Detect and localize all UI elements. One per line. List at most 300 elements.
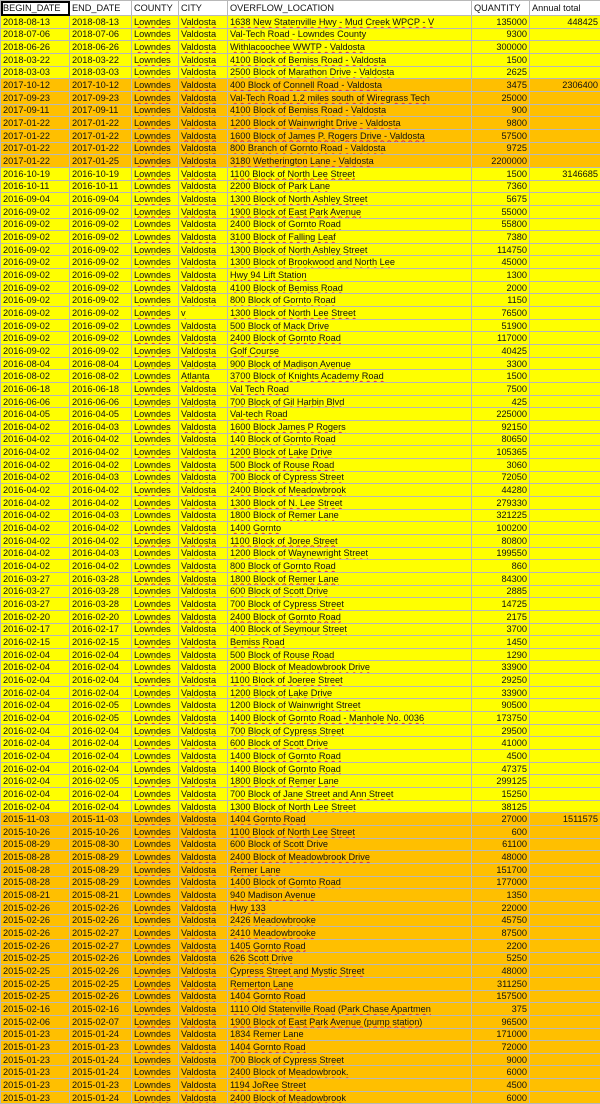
overflow-location-cell[interactable]: 1100 Block of North Lee Street: [228, 167, 472, 180]
begin-date-cell[interactable]: 2016-02-04: [1, 800, 70, 813]
annual-total-cell[interactable]: [530, 699, 600, 712]
end-date-cell[interactable]: 2015-01-24: [70, 1091, 132, 1104]
city-cell[interactable]: Valdosta: [179, 66, 228, 79]
end-date-cell[interactable]: 2016-09-02: [70, 294, 132, 307]
city-cell[interactable]: Valdosta: [179, 16, 228, 29]
annual-total-cell[interactable]: [530, 408, 600, 421]
begin-date-cell[interactable]: 2016-09-02: [1, 294, 70, 307]
overflow-location-cell[interactable]: 1404 Gornto Road: [228, 990, 472, 1003]
overflow-location-cell[interactable]: Cypress Street and Mystic Street: [228, 965, 472, 978]
begin-date-cell[interactable]: 2016-09-02: [1, 332, 70, 345]
quantity-cell[interactable]: 9000: [472, 1053, 530, 1066]
annual-total-cell[interactable]: [530, 661, 600, 674]
end-date-cell[interactable]: 2018-03-22: [70, 53, 132, 66]
begin-date-cell[interactable]: 2016-08-04: [1, 357, 70, 370]
begin-date-cell[interactable]: 2016-06-18: [1, 383, 70, 396]
begin-date-cell[interactable]: 2016-04-02: [1, 421, 70, 434]
annual-total-cell[interactable]: [530, 142, 600, 155]
city-cell[interactable]: Valdosta: [179, 142, 228, 155]
overflow-location-cell[interactable]: Val Tech Road: [228, 383, 472, 396]
end-date-cell[interactable]: 2016-02-04: [70, 686, 132, 699]
city-cell[interactable]: Valdosta: [179, 851, 228, 864]
city-cell[interactable]: Valdosta: [179, 383, 228, 396]
overflow-location-cell[interactable]: 500 Block of Rouse Road: [228, 458, 472, 471]
end-date-cell[interactable]: 2016-02-04: [70, 661, 132, 674]
county-cell[interactable]: Lowndes: [132, 800, 179, 813]
end-date-cell[interactable]: 2015-11-03: [70, 813, 132, 826]
overflow-location-cell[interactable]: 1200 Block of Wainwright Drive - Valdosta: [228, 117, 472, 130]
city-cell[interactable]: Valdosta: [179, 395, 228, 408]
city-cell[interactable]: Valdosta: [179, 1066, 228, 1079]
overflow-location-cell[interactable]: 1638 New Statenville Hwy - Mud Creek WPCP - V: [228, 16, 472, 29]
quantity-cell[interactable]: 1500: [472, 53, 530, 66]
overflow-location-cell[interactable]: 1200 Block of Wainwright Street: [228, 699, 472, 712]
end-date-cell[interactable]: 2016-04-02: [70, 446, 132, 459]
end-date-cell[interactable]: 2015-02-16: [70, 1003, 132, 1016]
quantity-cell[interactable]: 135000: [472, 16, 530, 29]
quantity-cell[interactable]: 2200: [472, 939, 530, 952]
quantity-cell[interactable]: 105365: [472, 446, 530, 459]
begin-date-cell[interactable]: 2016-09-02: [1, 319, 70, 332]
overflow-location-cell[interactable]: 700 Block of Cypress Street: [228, 598, 472, 611]
end-date-cell[interactable]: 2016-04-03: [70, 421, 132, 434]
annual-total-cell[interactable]: [530, 990, 600, 1003]
county-cell[interactable]: Lowndes: [132, 496, 179, 509]
overflow-location-cell[interactable]: Withlacoochee WWTP - Valdosta: [228, 41, 472, 54]
end-date-cell[interactable]: 2016-04-03: [70, 509, 132, 522]
county-cell[interactable]: Lowndes: [132, 446, 179, 459]
overflow-location-cell[interactable]: 1200 Block of Lake Drive: [228, 446, 472, 459]
overflow-location-cell[interactable]: 1100 Block of Joree Street: [228, 534, 472, 547]
overflow-location-cell[interactable]: 1300 Block of North Lee Street: [228, 307, 472, 320]
begin-date-cell[interactable]: 2016-02-04: [1, 762, 70, 775]
city-cell[interactable]: Valdosta: [179, 1003, 228, 1016]
annual-total-cell[interactable]: [530, 66, 600, 79]
begin-date-cell[interactable]: 2018-03-22: [1, 53, 70, 66]
quantity-cell[interactable]: 321225: [472, 509, 530, 522]
overflow-location-cell[interactable]: 1300 Block of N. Lee Street: [228, 496, 472, 509]
quantity-cell[interactable]: 72000: [472, 1041, 530, 1054]
end-date-cell[interactable]: 2016-02-05: [70, 699, 132, 712]
annual-total-cell[interactable]: [530, 458, 600, 471]
overflow-location-cell[interactable]: 2200 Block of Park Lane: [228, 180, 472, 193]
begin-date-cell[interactable]: 2016-04-05: [1, 408, 70, 421]
annual-total-cell[interactable]: [530, 281, 600, 294]
county-cell[interactable]: Lowndes: [132, 294, 179, 307]
city-cell[interactable]: Valdosta: [179, 952, 228, 965]
county-cell[interactable]: Lowndes: [132, 167, 179, 180]
begin-date-cell[interactable]: 2015-02-25: [1, 952, 70, 965]
city-cell[interactable]: Valdosta: [179, 1053, 228, 1066]
overflow-location-cell[interactable]: 700 Block of Cypress Street: [228, 471, 472, 484]
city-cell[interactable]: Valdosta: [179, 117, 228, 130]
quantity-cell[interactable]: 47375: [472, 762, 530, 775]
overflow-location-cell[interactable]: Val-Tech Road - Lowndes County: [228, 28, 472, 41]
end-date-cell[interactable]: 2016-09-02: [70, 269, 132, 282]
begin-date-cell[interactable]: 2016-10-11: [1, 180, 70, 193]
county-cell[interactable]: Lowndes: [132, 205, 179, 218]
begin-date-cell[interactable]: 2015-02-25: [1, 977, 70, 990]
end-date-cell[interactable]: 2016-02-04: [70, 737, 132, 750]
begin-date-cell[interactable]: 2016-04-02: [1, 496, 70, 509]
quantity-cell[interactable]: 4500: [472, 1079, 530, 1092]
begin-date-cell[interactable]: 2016-02-04: [1, 699, 70, 712]
city-cell[interactable]: Valdosta: [179, 1015, 228, 1028]
begin-date-cell[interactable]: 2015-08-28: [1, 863, 70, 876]
county-cell[interactable]: Lowndes: [132, 1091, 179, 1104]
quantity-cell[interactable]: 57500: [472, 129, 530, 142]
overflow-location-cell[interactable]: 626 Scott Drive: [228, 952, 472, 965]
begin-date-cell[interactable]: 2015-02-25: [1, 990, 70, 1003]
annual-total-cell[interactable]: [530, 433, 600, 446]
overflow-location-cell[interactable]: 4100 Block of Bemiss Road - Valdosta: [228, 104, 472, 117]
annual-total-cell[interactable]: [530, 395, 600, 408]
end-date-cell[interactable]: 2015-02-26: [70, 914, 132, 927]
annual-total-cell[interactable]: [530, 370, 600, 383]
city-cell[interactable]: Valdosta: [179, 357, 228, 370]
quantity-cell[interactable]: 9800: [472, 117, 530, 130]
quantity-cell[interactable]: 22000: [472, 901, 530, 914]
city-cell[interactable]: Valdosta: [179, 990, 228, 1003]
city-cell[interactable]: Valdosta: [179, 838, 228, 851]
annual-total-cell[interactable]: [530, 307, 600, 320]
annual-total-cell[interactable]: [530, 471, 600, 484]
quantity-cell[interactable]: 1300: [472, 269, 530, 282]
annual-total-cell[interactable]: [530, 762, 600, 775]
col-header-county[interactable]: COUNTY: [132, 1, 179, 16]
begin-date-cell[interactable]: 2016-09-02: [1, 205, 70, 218]
overflow-location-cell[interactable]: 700 Block of Cypress Street: [228, 1053, 472, 1066]
quantity-cell[interactable]: 55800: [472, 218, 530, 231]
overflow-location-cell[interactable]: 1800 Block of Remer Lane: [228, 775, 472, 788]
city-cell[interactable]: Valdosta: [179, 712, 228, 725]
end-date-cell[interactable]: 2016-04-05: [70, 408, 132, 421]
overflow-location-cell[interactable]: 400 Block of Connell Road - Valdosta: [228, 79, 472, 92]
city-cell[interactable]: Valdosta: [179, 155, 228, 168]
end-date-cell[interactable]: 2016-09-02: [70, 256, 132, 269]
begin-date-cell[interactable]: 2015-08-21: [1, 889, 70, 902]
end-date-cell[interactable]: 2017-09-23: [70, 91, 132, 104]
begin-date-cell[interactable]: 2016-02-04: [1, 648, 70, 661]
end-date-cell[interactable]: 2015-02-26: [70, 990, 132, 1003]
city-cell[interactable]: Valdosta: [179, 53, 228, 66]
overflow-location-cell[interactable]: 700 Block of Jane Street and Ann Street: [228, 788, 472, 801]
county-cell[interactable]: Lowndes: [132, 990, 179, 1003]
city-cell[interactable]: Valdosta: [179, 458, 228, 471]
county-cell[interactable]: Lowndes: [132, 231, 179, 244]
end-date-cell[interactable]: 2016-02-04: [70, 788, 132, 801]
county-cell[interactable]: Lowndes: [132, 762, 179, 775]
county-cell[interactable]: Lowndes: [132, 117, 179, 130]
begin-date-cell[interactable]: 2016-04-02: [1, 522, 70, 535]
city-cell[interactable]: Valdosta: [179, 762, 228, 775]
annual-total-cell[interactable]: 448425: [530, 16, 600, 29]
county-cell[interactable]: Lowndes: [132, 269, 179, 282]
overflow-location-cell[interactable]: 1900 Block of East Park Avenue (pump station): [228, 1015, 472, 1028]
end-date-cell[interactable]: 2015-01-23: [70, 1079, 132, 1092]
city-cell[interactable]: Valdosta: [179, 863, 228, 876]
quantity-cell[interactable]: 171000: [472, 1028, 530, 1041]
city-cell[interactable]: Valdosta: [179, 914, 228, 927]
county-cell[interactable]: Lowndes: [132, 129, 179, 142]
begin-date-cell[interactable]: 2016-09-02: [1, 281, 70, 294]
city-cell[interactable]: Valdosta: [179, 636, 228, 649]
begin-date-cell[interactable]: 2018-06-26: [1, 41, 70, 54]
overflow-location-cell[interactable]: 700 Block of Cypress Street: [228, 724, 472, 737]
begin-date-cell[interactable]: 2018-08-13: [1, 16, 70, 29]
annual-total-cell[interactable]: 1511575: [530, 813, 600, 826]
overflow-location-cell[interactable]: 2000 Block of Meadowbrook Drive: [228, 661, 472, 674]
county-cell[interactable]: Lowndes: [132, 66, 179, 79]
county-cell[interactable]: Lowndes: [132, 623, 179, 636]
quantity-cell[interactable]: 7500: [472, 383, 530, 396]
overflow-location-cell[interactable]: 1194 JoRee Street: [228, 1079, 472, 1092]
end-date-cell[interactable]: 2016-02-05: [70, 775, 132, 788]
annual-total-cell[interactable]: [530, 205, 600, 218]
quantity-cell[interactable]: 55000: [472, 205, 530, 218]
city-cell[interactable]: Valdosta: [179, 522, 228, 535]
end-date-cell[interactable]: 2016-09-02: [70, 205, 132, 218]
quantity-cell[interactable]: 33900: [472, 661, 530, 674]
county-cell[interactable]: Lowndes: [132, 648, 179, 661]
county-cell[interactable]: Lowndes: [132, 1003, 179, 1016]
county-cell[interactable]: Lowndes: [132, 471, 179, 484]
annual-total-cell[interactable]: [530, 345, 600, 358]
begin-date-cell[interactable]: 2015-01-23: [1, 1091, 70, 1104]
overflow-location-cell[interactable]: 2400 Block of Gornto Road: [228, 218, 472, 231]
col-header-end-date[interactable]: END_DATE: [70, 1, 132, 16]
quantity-cell[interactable]: 7360: [472, 180, 530, 193]
begin-date-cell[interactable]: 2017-01-22: [1, 129, 70, 142]
overflow-location-cell[interactable]: Val-tech Road: [228, 408, 472, 421]
quantity-cell[interactable]: 3300: [472, 357, 530, 370]
end-date-cell[interactable]: 2018-06-26: [70, 41, 132, 54]
quantity-cell[interactable]: 51900: [472, 319, 530, 332]
overflow-location-cell[interactable]: 800 Branch of Gornto Road - Valdosta: [228, 142, 472, 155]
quantity-cell[interactable]: 9300: [472, 28, 530, 41]
end-date-cell[interactable]: 2016-08-04: [70, 357, 132, 370]
begin-date-cell[interactable]: 2018-03-03: [1, 66, 70, 79]
city-cell[interactable]: Valdosta: [179, 661, 228, 674]
county-cell[interactable]: Lowndes: [132, 686, 179, 699]
quantity-cell[interactable]: 44280: [472, 484, 530, 497]
begin-date-cell[interactable]: 2016-02-04: [1, 775, 70, 788]
annual-total-cell[interactable]: [530, 1066, 600, 1079]
begin-date-cell[interactable]: 2015-02-16: [1, 1003, 70, 1016]
annual-total-cell[interactable]: [530, 243, 600, 256]
county-cell[interactable]: Lowndes: [132, 661, 179, 674]
begin-date-cell[interactable]: 2016-04-02: [1, 471, 70, 484]
county-cell[interactable]: Lowndes: [132, 180, 179, 193]
begin-date-cell[interactable]: 2016-03-27: [1, 585, 70, 598]
city-cell[interactable]: Valdosta: [179, 788, 228, 801]
city-cell[interactable]: Valdosta: [179, 79, 228, 92]
overflow-location-cell[interactable]: 2400 Block of Meadowbrook.: [228, 1066, 472, 1079]
quantity-cell[interactable]: 1350: [472, 889, 530, 902]
annual-total-cell[interactable]: [530, 889, 600, 902]
county-cell[interactable]: Lowndes: [132, 826, 179, 839]
annual-total-cell[interactable]: [530, 977, 600, 990]
quantity-cell[interactable]: 61100: [472, 838, 530, 851]
annual-total-cell[interactable]: [530, 155, 600, 168]
annual-total-cell[interactable]: [530, 952, 600, 965]
quantity-cell[interactable]: 27000: [472, 813, 530, 826]
quantity-cell[interactable]: 5675: [472, 193, 530, 206]
county-cell[interactable]: Lowndes: [132, 357, 179, 370]
quantity-cell[interactable]: 375: [472, 1003, 530, 1016]
county-cell[interactable]: Lowndes: [132, 28, 179, 41]
overflow-location-cell[interactable]: 1834 Remer Lane: [228, 1028, 472, 1041]
overflow-location-cell[interactable]: 1300 Block of North Lee Street: [228, 800, 472, 813]
end-date-cell[interactable]: 2016-04-02: [70, 458, 132, 471]
begin-date-cell[interactable]: 2016-02-04: [1, 686, 70, 699]
quantity-cell[interactable]: 117000: [472, 332, 530, 345]
overflow-location-cell[interactable]: Golf Course: [228, 345, 472, 358]
city-cell[interactable]: Valdosta: [179, 243, 228, 256]
overflow-location-cell[interactable]: Hwy 133: [228, 901, 472, 914]
county-cell[interactable]: Lowndes: [132, 750, 179, 763]
overflow-location-cell[interactable]: 1400 Block of Gornto Road - Manhole No. 0036: [228, 712, 472, 725]
county-cell[interactable]: Lowndes: [132, 737, 179, 750]
end-date-cell[interactable]: 2016-09-02: [70, 345, 132, 358]
overflow-location-cell[interactable]: 4100 Block of Bemiss Road - Valdosta: [228, 53, 472, 66]
city-cell[interactable]: Valdosta: [179, 737, 228, 750]
city-cell[interactable]: Valdosta: [179, 294, 228, 307]
annual-total-cell[interactable]: [530, 294, 600, 307]
overflow-location-cell[interactable]: 1400 Block of Gornto Road: [228, 876, 472, 889]
county-cell[interactable]: Lowndes: [132, 218, 179, 231]
city-cell[interactable]: Valdosta: [179, 775, 228, 788]
overflow-location-cell[interactable]: 2400 Block of Meadowbrook: [228, 1091, 472, 1104]
annual-total-cell[interactable]: 2306400: [530, 79, 600, 92]
quantity-cell[interactable]: 157500: [472, 990, 530, 1003]
annual-total-cell[interactable]: [530, 838, 600, 851]
end-date-cell[interactable]: 2016-08-02: [70, 370, 132, 383]
quantity-cell[interactable]: 45750: [472, 914, 530, 927]
annual-total-cell[interactable]: [530, 851, 600, 864]
overflow-location-cell[interactable]: 500 Block of Mack Drive: [228, 319, 472, 332]
end-date-cell[interactable]: 2016-04-03: [70, 471, 132, 484]
city-cell[interactable]: Valdosta: [179, 699, 228, 712]
end-date-cell[interactable]: 2016-03-28: [70, 572, 132, 585]
overflow-location-cell[interactable]: 2500 Block of Marathon Drive - Valdosta: [228, 66, 472, 79]
quantity-cell[interactable]: 48000: [472, 965, 530, 978]
annual-total-cell[interactable]: [530, 332, 600, 345]
city-cell[interactable]: Valdosta: [179, 686, 228, 699]
quantity-cell[interactable]: 279330: [472, 496, 530, 509]
quantity-cell[interactable]: 311250: [472, 977, 530, 990]
end-date-cell[interactable]: 2016-06-18: [70, 383, 132, 396]
county-cell[interactable]: Lowndes: [132, 395, 179, 408]
annual-total-cell[interactable]: [530, 484, 600, 497]
county-cell[interactable]: Lowndes: [132, 256, 179, 269]
quantity-cell[interactable]: 2625: [472, 66, 530, 79]
end-date-cell[interactable]: 2016-02-04: [70, 724, 132, 737]
county-cell[interactable]: Lowndes: [132, 522, 179, 535]
quantity-cell[interactable]: 225000: [472, 408, 530, 421]
end-date-cell[interactable]: 2016-02-20: [70, 610, 132, 623]
annual-total-cell[interactable]: [530, 41, 600, 54]
city-cell[interactable]: Valdosta: [179, 281, 228, 294]
begin-date-cell[interactable]: 2016-09-02: [1, 231, 70, 244]
annual-total-cell[interactable]: [530, 496, 600, 509]
overflow-location-cell[interactable]: 940 Madison Avenue: [228, 889, 472, 902]
begin-date-cell[interactable]: 2017-09-23: [1, 91, 70, 104]
city-cell[interactable]: Valdosta: [179, 560, 228, 573]
county-cell[interactable]: Lowndes: [132, 142, 179, 155]
end-date-cell[interactable]: 2016-02-04: [70, 750, 132, 763]
quantity-cell[interactable]: 860: [472, 560, 530, 573]
begin-date-cell[interactable]: 2015-08-28: [1, 876, 70, 889]
begin-date-cell[interactable]: 2016-04-02: [1, 446, 70, 459]
annual-total-cell[interactable]: [530, 180, 600, 193]
annual-total-cell[interactable]: [530, 256, 600, 269]
annual-total-cell[interactable]: [530, 1079, 600, 1092]
quantity-cell[interactable]: 2175: [472, 610, 530, 623]
county-cell[interactable]: Lowndes: [132, 788, 179, 801]
begin-date-cell[interactable]: 2016-02-04: [1, 737, 70, 750]
quantity-cell[interactable]: 199550: [472, 547, 530, 560]
annual-total-cell[interactable]: [530, 509, 600, 522]
county-cell[interactable]: Lowndes: [132, 484, 179, 497]
quantity-cell[interactable]: 80800: [472, 534, 530, 547]
end-date-cell[interactable]: 2016-04-02: [70, 560, 132, 573]
city-cell[interactable]: Valdosta: [179, 927, 228, 940]
end-date-cell[interactable]: 2016-09-02: [70, 281, 132, 294]
quantity-cell[interactable]: 45000: [472, 256, 530, 269]
city-cell[interactable]: Valdosta: [179, 965, 228, 978]
annual-total-cell[interactable]: [530, 712, 600, 725]
begin-date-cell[interactable]: 2015-01-23: [1, 1028, 70, 1041]
col-header-overflow-location[interactable]: OVERFLOW_LOCATION: [228, 1, 472, 16]
end-date-cell[interactable]: 2015-01-23: [70, 1041, 132, 1054]
end-date-cell[interactable]: 2016-02-04: [70, 648, 132, 661]
begin-date-cell[interactable]: 2016-03-27: [1, 572, 70, 585]
annual-total-cell[interactable]: [530, 547, 600, 560]
end-date-cell[interactable]: 2016-02-15: [70, 636, 132, 649]
end-date-cell[interactable]: 2016-02-17: [70, 623, 132, 636]
overflow-location-cell[interactable]: 1600 Block of James P. Rogers Drive - Valdosta: [228, 129, 472, 142]
quantity-cell[interactable]: 1150: [472, 294, 530, 307]
annual-total-cell[interactable]: [530, 686, 600, 699]
begin-date-cell[interactable]: 2016-02-04: [1, 724, 70, 737]
end-date-cell[interactable]: 2016-02-05: [70, 712, 132, 725]
begin-date-cell[interactable]: 2015-10-26: [1, 826, 70, 839]
overflow-location-cell[interactable]: 140 Block of Gornto Road: [228, 433, 472, 446]
quantity-cell[interactable]: 5250: [472, 952, 530, 965]
overflow-location-cell[interactable]: 1400 Block of Gornto Road: [228, 762, 472, 775]
county-cell[interactable]: Lowndes: [132, 370, 179, 383]
annual-total-cell[interactable]: [530, 623, 600, 636]
quantity-cell[interactable]: 72050: [472, 471, 530, 484]
end-date-cell[interactable]: 2017-10-12: [70, 79, 132, 92]
end-date-cell[interactable]: 2015-10-26: [70, 826, 132, 839]
overflow-location-cell[interactable]: 1300 Block of North Ashley Street: [228, 193, 472, 206]
quantity-cell[interactable]: 48000: [472, 851, 530, 864]
overflow-location-cell[interactable]: 500 Block of Rouse Road: [228, 648, 472, 661]
city-cell[interactable]: Valdosta: [179, 598, 228, 611]
city-cell[interactable]: Valdosta: [179, 496, 228, 509]
begin-date-cell[interactable]: 2015-02-26: [1, 914, 70, 927]
city-cell[interactable]: Valdosta: [179, 901, 228, 914]
end-date-cell[interactable]: 2016-02-04: [70, 762, 132, 775]
city-cell[interactable]: Valdosta: [179, 1028, 228, 1041]
county-cell[interactable]: Lowndes: [132, 155, 179, 168]
end-date-cell[interactable]: 2016-09-02: [70, 231, 132, 244]
begin-date-cell[interactable]: 2017-01-22: [1, 155, 70, 168]
quantity-cell[interactable]: 29250: [472, 674, 530, 687]
begin-date-cell[interactable]: 2016-04-02: [1, 433, 70, 446]
